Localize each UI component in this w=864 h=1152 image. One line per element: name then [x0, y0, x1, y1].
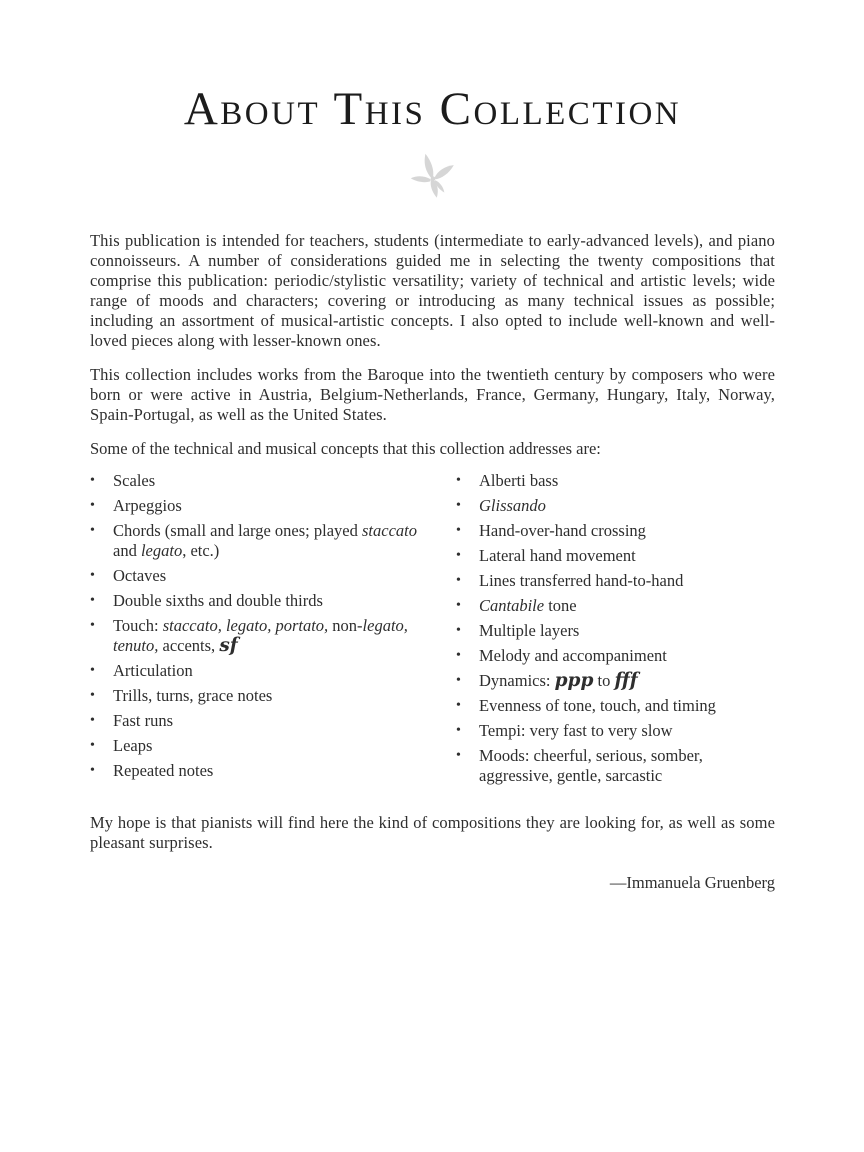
list-item-text: Multiple layers — [479, 621, 580, 640]
list-item — [90, 736, 442, 756]
list-item — [456, 746, 776, 786]
list-item-text: Melody and accompaniment — [479, 646, 667, 665]
bullet-icon: • — [90, 568, 95, 583]
bullet-icon: • — [90, 498, 95, 513]
list-item-text: Touch: staccato, legato, portato, non-legato, tenuto, accents, sf — [113, 616, 408, 656]
bullet-icon: • — [456, 598, 461, 613]
list-item — [456, 471, 776, 491]
bullet-icon: • — [90, 763, 95, 778]
paragraph-closing: My hope is that pianists will find here the kind of compositions they are looking for, as well as some pleasant surprises. — [90, 813, 775, 852]
list-item — [456, 571, 776, 591]
paragraph-composers: This collection includes works from the Baroque into the twentieth century by composers who were born or were active in Austria, Belgium-Netherlands, France, Germany, Hungary, Italy, Norway, Spain-Portugal, as well as the United States. — [90, 365, 775, 424]
list-item — [456, 546, 776, 566]
list-item — [90, 761, 442, 781]
page-title: About This Collection — [183, 83, 682, 135]
bullet-icon: • — [90, 618, 95, 633]
list-item-text: Double sixths and double thirds — [113, 591, 323, 610]
fleuron-ornament-icon — [409, 149, 457, 201]
bullet-icon: • — [90, 473, 95, 488]
bullet-icon: • — [456, 723, 461, 738]
bullet-icon: • — [456, 498, 461, 513]
bullet-icon: • — [90, 523, 95, 538]
concepts-columns — [90, 471, 775, 791]
list-item — [456, 596, 776, 616]
list-item — [90, 661, 442, 681]
list-item-text: Articulation — [113, 661, 193, 680]
list-item — [90, 686, 442, 706]
list-item-text: Arpeggios — [113, 496, 182, 515]
list-item — [90, 521, 442, 561]
list-item — [90, 496, 442, 516]
list-item-text: Moods: cheerful, serious, somber, aggressive, gentle, sarcastic — [479, 746, 703, 785]
bullet-icon: • — [456, 523, 461, 538]
concepts-intro-line: Some of the technical and musical concepts that this collection addresses are: — [90, 439, 601, 458]
list-item-text: Leaps — [113, 736, 153, 755]
list-item-text: Chords (small and large ones; played staccato and legato, etc.) — [113, 521, 417, 560]
list-item-text: Cantabile tone — [479, 596, 577, 615]
list-item-text: Alberti bass — [479, 471, 559, 490]
bullet-icon: • — [90, 688, 95, 703]
list-item — [90, 471, 442, 491]
list-item — [456, 496, 776, 516]
list-item-text: Tempi: very fast to very slow — [479, 721, 673, 740]
bullet-icon: • — [90, 713, 95, 728]
list-item — [90, 711, 442, 731]
list-item — [456, 521, 776, 541]
list-item-text: Repeated notes — [113, 761, 214, 780]
bullet-icon: • — [90, 663, 95, 678]
bullet-icon: • — [456, 698, 461, 713]
body-copy — [90, 231, 775, 893]
concepts-list-right — [456, 471, 776, 791]
bullet-icon: • — [456, 673, 461, 688]
list-item — [90, 591, 442, 611]
list-item — [456, 671, 776, 691]
list-item — [456, 696, 776, 716]
bullet-icon: • — [456, 573, 461, 588]
list-item-text: Lateral hand movement — [479, 546, 636, 565]
list-item-text: Lines transferred hand-to-hand — [479, 571, 684, 590]
list-item — [90, 566, 442, 586]
bullet-icon: • — [90, 738, 95, 753]
list-item-text: Trills, turns, grace notes — [113, 686, 273, 705]
paragraph-intro: This publication is intended for teachers, students (intermediate to early-advanced levels), and piano connoisseurs. A number of considerations guided me in selecting the twenty compositions that comprise this publication: periodic/stylistic versatility; variety of technical and artistic levels; wide range of moods and characters; covering or introducing as many technical issues as possible; including an assortment of musical-artistic concepts. I also opted to include well-known and well-loved pieces along with lesser-known ones. — [90, 231, 775, 350]
list-item-text: Fast runs — [113, 711, 174, 730]
list-item-text: Evenness of tone, touch, and timing — [479, 696, 716, 715]
bullet-icon: • — [456, 623, 461, 638]
bullet-icon: • — [456, 648, 461, 663]
list-item — [456, 721, 776, 741]
bullet-icon: • — [456, 473, 461, 488]
list-item-text: Scales — [113, 471, 156, 490]
list-item — [456, 621, 776, 641]
list-item — [456, 646, 776, 666]
ornament-container — [90, 149, 775, 201]
bullet-icon: • — [456, 748, 461, 763]
list-item-text: Glissando — [479, 496, 546, 515]
author-signature: —Immanuela Gruenberg — [609, 873, 775, 892]
list-item — [90, 616, 442, 656]
list-item-text: Hand-over-hand crossing — [479, 521, 646, 540]
list-item-text: Octaves — [113, 566, 167, 585]
concepts-list-left — [90, 471, 442, 791]
list-item-text: Dynamics: ppp to fff — [479, 670, 638, 691]
bullet-icon: • — [456, 548, 461, 563]
bullet-icon: • — [90, 593, 95, 608]
